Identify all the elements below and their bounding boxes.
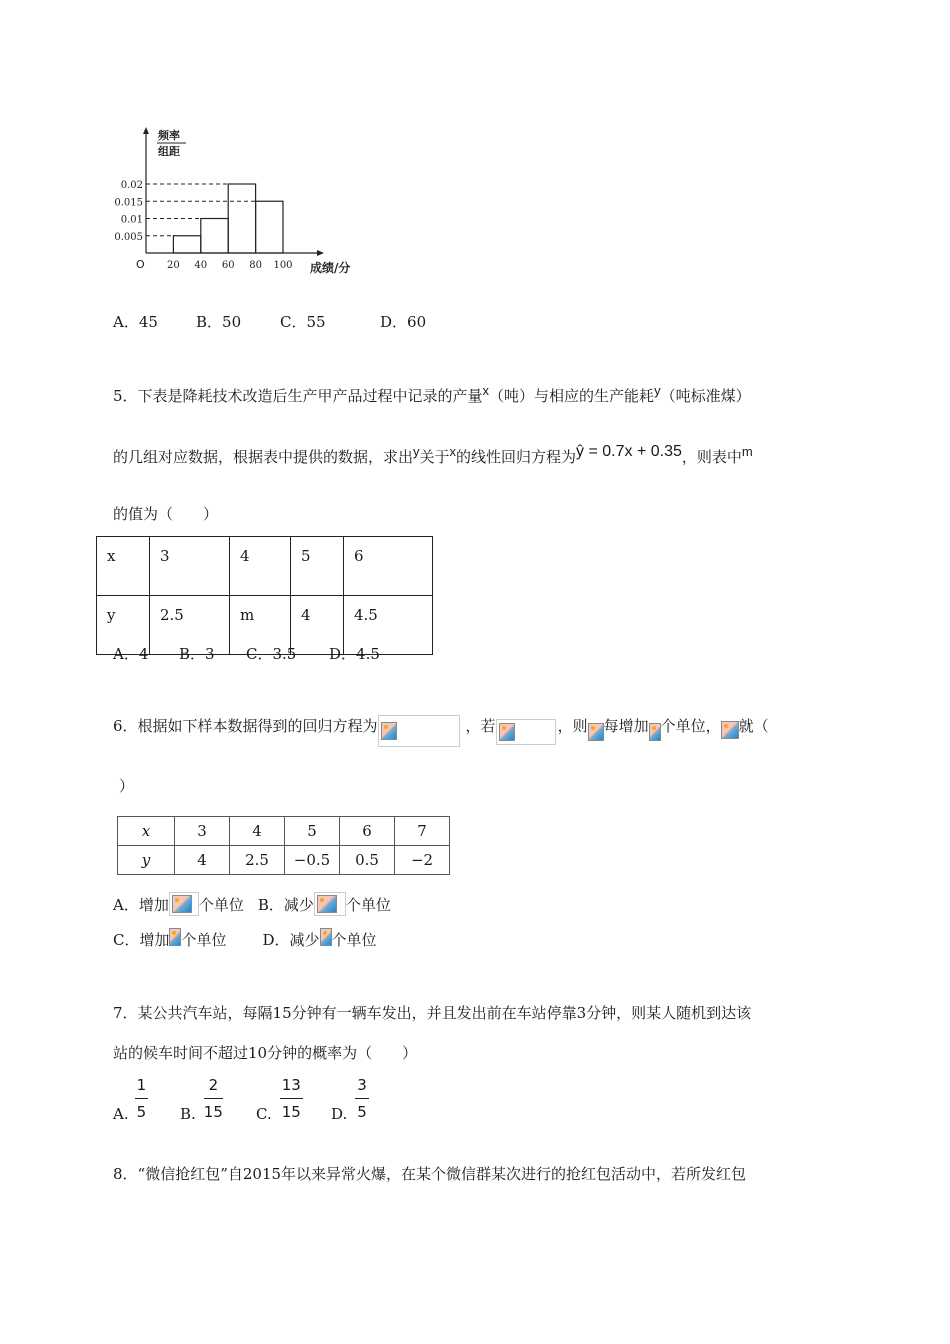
broken-image-icon xyxy=(588,723,604,741)
q5-var-m: m xyxy=(741,444,753,459)
y-tick-label: 0.005 xyxy=(114,231,143,243)
q6-text-1a: 6．根据如下样本数据得到的回归方程为 xyxy=(113,717,378,735)
q7-option-label: D. xyxy=(331,1105,348,1123)
fraction xyxy=(204,1076,223,1121)
q6-option-c-text: C．增加 xyxy=(113,930,170,949)
q5-line-3: 的值为（ ） xyxy=(113,505,219,523)
fraction-numerator: 3 xyxy=(357,1076,367,1094)
histogram-bar xyxy=(201,219,228,254)
y-axis-label-bottom: 组距 xyxy=(158,145,180,158)
q5-var-y: y xyxy=(654,383,661,398)
q5-option-c: C．3.5 xyxy=(246,645,297,663)
q6-cell: 7 xyxy=(395,817,450,846)
q7-option-a xyxy=(113,1076,148,1121)
broken-image-icon xyxy=(499,723,515,741)
q4-option-c: C．55 xyxy=(280,313,326,331)
q6-cell-y-label: y xyxy=(118,846,175,875)
fraction-denominator: 15 xyxy=(203,1103,223,1121)
q5-equation: ŷ = 0.7x + 0.35 xyxy=(576,443,682,460)
x-axis-label: 成绩/分 xyxy=(310,261,351,275)
q5-text-2d: ，则表中 xyxy=(681,448,742,466)
fraction xyxy=(355,1076,369,1121)
broken-image-icon xyxy=(169,928,181,946)
condition-image xyxy=(496,719,556,745)
option-d-value-image xyxy=(320,928,332,950)
broken-image-icon xyxy=(721,721,739,739)
q5-text-2c: 的线性回归方程为 xyxy=(456,448,577,466)
y-axis-arrow xyxy=(143,127,149,134)
q6-cell: 2.5 xyxy=(230,846,285,875)
q6-option-c-unit: 个单位 xyxy=(181,930,227,949)
q6-text-1b: ，若 xyxy=(465,717,496,735)
fraction-denominator: 5 xyxy=(357,1103,367,1121)
q5-cell-y-label: y xyxy=(97,596,150,655)
histogram-bar xyxy=(173,236,200,253)
q6-option-b-text: B．减少 xyxy=(257,895,314,914)
q4-option-d: D．60 xyxy=(380,313,427,331)
table-row xyxy=(118,817,450,846)
q6-option-d-text: D．减少 xyxy=(262,930,320,949)
q6-text-1f: 就（ xyxy=(738,717,769,735)
fraction-denominator: 5 xyxy=(136,1103,147,1121)
q7-option-c xyxy=(256,1076,303,1121)
q5-text-2b: 关于 xyxy=(419,448,450,466)
q5-text-2a: 的几组对应数据，根据表中提供的数据，求出 xyxy=(113,448,414,466)
q5-table xyxy=(96,536,433,655)
y-tick-label: 0.02 xyxy=(120,180,143,191)
q6-cell: −0.5 xyxy=(285,846,340,875)
q6-cell-x-label: x xyxy=(118,817,175,846)
fraction xyxy=(280,1076,303,1121)
variable-y-image xyxy=(721,721,739,743)
option-c-value-image xyxy=(169,928,181,950)
q5-var-y-2: y xyxy=(413,444,420,459)
q6-cell: 0.5 xyxy=(340,846,395,875)
q5-cell-x-label: x xyxy=(97,537,150,596)
q5-text-1a: 5．下表是降耗技术改造后生产甲产品过程中记录的产量 xyxy=(113,387,483,405)
fraction-numerator: 13 xyxy=(281,1076,301,1094)
q6-cell: 4 xyxy=(175,846,230,875)
q6-line-1 xyxy=(113,715,769,747)
q5-line-2 xyxy=(113,444,753,467)
x-tick-label: 100 xyxy=(273,260,293,271)
table-row xyxy=(118,846,450,875)
fraction xyxy=(135,1076,149,1121)
q5-cell: 5 xyxy=(291,537,344,596)
q6-option-a-unit: 个单位 xyxy=(198,895,244,914)
x-tick-label: 60 xyxy=(221,260,235,271)
q7-line-2: 站的候车时间不超过10分钟的概率为（ ） xyxy=(113,1044,418,1062)
q5-cell: 4 xyxy=(291,596,344,655)
q6-options-row-1 xyxy=(113,892,391,916)
q6-option-d-unit: 个单位 xyxy=(331,930,377,949)
q6-options-row-2 xyxy=(113,928,377,950)
broken-image-icon xyxy=(317,895,337,913)
origin-label: O xyxy=(136,258,145,271)
x-axis-arrow xyxy=(317,250,324,256)
x-tick-label: 80 xyxy=(249,260,262,271)
q6-table xyxy=(117,816,450,875)
variable-x-image xyxy=(588,723,604,745)
q6-cell: 4 xyxy=(230,817,285,846)
q5-cell: 4 xyxy=(230,537,291,596)
option-b-value-image xyxy=(314,892,346,916)
q6-cell: 5 xyxy=(285,817,340,846)
q4-option-b: B．50 xyxy=(196,313,242,331)
x-tick-label: 40 xyxy=(194,260,208,271)
histogram-bar xyxy=(228,184,255,253)
q5-text-1c: （吨标准煤） xyxy=(660,387,751,405)
q5-var-x: x xyxy=(482,383,490,398)
fraction-denominator: 15 xyxy=(281,1103,301,1121)
q5-cell-m: m xyxy=(230,596,291,655)
fraction-numerator: 2 xyxy=(208,1076,219,1094)
q5-cell: 2.5 xyxy=(150,596,230,655)
unit-image xyxy=(649,723,661,745)
broken-image-icon xyxy=(381,722,397,740)
q6-text-1c: ，则 xyxy=(557,717,588,735)
broken-image-icon xyxy=(649,723,661,741)
q6-cell: 6 xyxy=(340,817,395,846)
q6-cell: 3 xyxy=(175,817,230,846)
q5-line-1 xyxy=(113,383,751,406)
q4-option-a: A．45 xyxy=(113,313,158,331)
q7-option-d xyxy=(331,1076,369,1121)
q7-option-b xyxy=(180,1076,223,1121)
q5-option-b: B．3 xyxy=(179,645,215,663)
histogram-bar xyxy=(256,201,283,253)
table-row xyxy=(97,537,433,596)
x-tick-label: 20 xyxy=(167,260,180,271)
q5-cell: 6 xyxy=(344,537,433,596)
y-tick-label: 0.01 xyxy=(120,214,143,226)
q7-line-1: 7．某公共汽车站，每隔15分钟有一辆车发出，并且发出前在车站停靠3分钟，则某人随机到达该 xyxy=(113,1004,752,1022)
y-tick-label: 0.015 xyxy=(114,197,143,209)
q7-option-label: C. xyxy=(256,1105,272,1123)
q6-text-1d: 每增加 xyxy=(603,717,649,735)
q6-option-b-unit: 个单位 xyxy=(345,895,391,914)
q5-cell: 3 xyxy=(150,537,230,596)
y-axis-label-top: 频率 xyxy=(158,129,180,142)
q5-text-1b: （吨）与相应的生产能耗 xyxy=(489,387,655,405)
q6-text-1e: 个单位， xyxy=(660,717,721,735)
histogram-chart xyxy=(112,122,372,282)
q5-var-x-2: x xyxy=(449,444,457,459)
q8-line-1: 8．“微信抢红包”自2015年以来异常火爆，在某个微信群某次进行的抢红包活动中，若所发红包 xyxy=(113,1165,747,1183)
q7-option-label: B. xyxy=(180,1105,196,1123)
regression-equation-image xyxy=(378,715,460,747)
q5-cell: 4.5 xyxy=(344,596,433,655)
q5-option-d: D．4.5 xyxy=(329,645,380,663)
broken-image-icon xyxy=(320,928,332,946)
q6-line-2: ） xyxy=(119,777,135,795)
q6-option-a-text: A．增加 xyxy=(113,895,169,914)
q5-option-a: A．4 xyxy=(113,645,149,663)
option-a-value-image xyxy=(169,892,199,916)
q6-cell: −2 xyxy=(395,846,450,875)
q7-option-label: A. xyxy=(113,1105,129,1123)
fraction-numerator: 1 xyxy=(136,1076,147,1094)
broken-image-icon xyxy=(172,895,192,913)
